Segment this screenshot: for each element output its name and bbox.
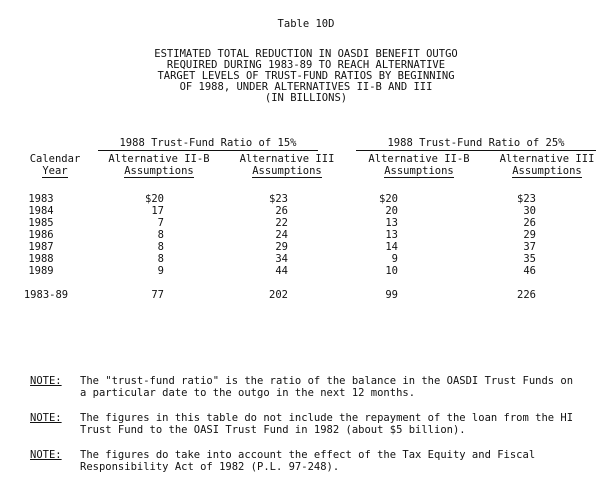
value-cell: 9 bbox=[391, 253, 398, 265]
year-cell: 1984 bbox=[28, 205, 54, 217]
value-cell: $23 bbox=[517, 193, 536, 205]
data-table bbox=[0, 193, 536, 301]
year-cell: 1983-89 bbox=[23, 289, 69, 301]
year-cell: 1987 bbox=[28, 241, 54, 253]
value-cell: 29 bbox=[523, 229, 536, 241]
note-text: The figures in this table do not include the repayment of the loan from the HI bbox=[80, 412, 574, 424]
table-row bbox=[0, 205, 536, 217]
table-label: Table 10D bbox=[277, 18, 335, 30]
table-row bbox=[0, 193, 536, 205]
value-cell: 10 bbox=[385, 265, 398, 277]
note-label: NOTE: bbox=[30, 375, 62, 387]
table-row bbox=[0, 253, 536, 265]
alt-iib-25-header bbox=[356, 153, 482, 178]
value-cell: 202 bbox=[269, 289, 288, 301]
heading-line: ESTIMATED TOTAL REDUCTION IN OASDI BENEFIT OUTGO bbox=[154, 48, 458, 60]
heading-line: REQUIRED DURING 1983-89 TO REACH ALTERNATIVE bbox=[166, 59, 446, 71]
note-text: a particular date to the outgo in the next 12 months. bbox=[80, 387, 416, 399]
value-cell: 30 bbox=[523, 205, 536, 217]
value-cell: 99 bbox=[385, 289, 398, 301]
note-3 bbox=[30, 449, 536, 473]
value-cell: 8 bbox=[157, 229, 164, 241]
year-label: Year bbox=[42, 165, 68, 177]
note-label: NOTE: bbox=[30, 412, 62, 424]
value-cell: 13 bbox=[385, 229, 398, 241]
assumptions-label: Assumptions bbox=[124, 165, 194, 177]
note-text: Responsibility Act of 1982 (P.L. 97-248). bbox=[80, 461, 340, 473]
value-cell: $20 bbox=[379, 193, 398, 205]
heading-line: (IN BILLIONS) bbox=[264, 92, 348, 104]
table-heading bbox=[0, 49, 612, 104]
value-cell: 34 bbox=[275, 253, 288, 265]
heading-line: OF 1988, UNDER ALTERNATIVES II-B AND III bbox=[179, 81, 433, 93]
value-cell: 8 bbox=[157, 241, 164, 253]
value-cell: 13 bbox=[385, 217, 398, 229]
value-cell: 8 bbox=[157, 253, 164, 265]
calendar-year-header bbox=[22, 153, 88, 178]
value-cell: 35 bbox=[523, 253, 536, 265]
alt-iii-label: Alternative III bbox=[239, 153, 335, 165]
table-row bbox=[0, 265, 536, 277]
year-cell: 1983 bbox=[28, 193, 54, 205]
value-cell: 77 bbox=[151, 289, 164, 301]
value-cell: 9 bbox=[157, 265, 164, 277]
note-text: The "trust-fund ratio" is the ratio of the balance in the OASDI Trust Funds on bbox=[80, 375, 574, 387]
value-cell: 46 bbox=[523, 265, 536, 277]
value-cell: 22 bbox=[275, 217, 288, 229]
value-cell: 226 bbox=[517, 289, 536, 301]
alt-iib-label: Alternative II-B bbox=[368, 153, 470, 165]
value-cell: 44 bbox=[275, 265, 288, 277]
heading-line: TARGET LEVELS OF TRUST-FUND RATIOS BY BEGINNING bbox=[157, 70, 455, 82]
note-label: NOTE: bbox=[30, 449, 62, 461]
group-header-25pct: 1988 Trust-Fund Ratio of 25% bbox=[356, 137, 596, 151]
value-cell: $20 bbox=[145, 193, 164, 205]
assumptions-label: Assumptions bbox=[384, 165, 454, 177]
alt-iii-25-header bbox=[484, 153, 610, 178]
year-cell: 1989 bbox=[28, 265, 54, 277]
note-text: The figures do take into account the effect of the Tax Equity and Fiscal bbox=[80, 449, 536, 461]
alt-iii-15-header bbox=[224, 153, 350, 178]
total-row bbox=[0, 289, 536, 301]
value-cell: 14 bbox=[385, 241, 398, 253]
calendar-label: Calendar bbox=[29, 153, 81, 165]
note-1 bbox=[30, 375, 574, 399]
alt-iib-15-header bbox=[96, 153, 222, 178]
value-cell: 20 bbox=[385, 205, 398, 217]
assumptions-label: Assumptions bbox=[512, 165, 582, 177]
assumptions-label: Assumptions bbox=[252, 165, 322, 177]
table-row bbox=[0, 229, 536, 241]
value-cell: 26 bbox=[275, 205, 288, 217]
value-cell: 17 bbox=[151, 205, 164, 217]
table-row bbox=[0, 217, 536, 229]
alt-iib-label: Alternative II-B bbox=[108, 153, 210, 165]
value-cell: 37 bbox=[523, 241, 536, 253]
note-2 bbox=[30, 412, 574, 436]
value-cell: 24 bbox=[275, 229, 288, 241]
year-cell: 1985 bbox=[28, 217, 54, 229]
table-row bbox=[0, 241, 536, 253]
group-header-15pct: 1988 Trust-Fund Ratio of 15% bbox=[98, 137, 318, 151]
note-text: Trust Fund to the OASI Trust Fund in 1982 (about $5 billion). bbox=[80, 424, 466, 436]
year-cell: 1988 bbox=[28, 253, 54, 265]
value-cell: $23 bbox=[269, 193, 288, 205]
value-cell: 7 bbox=[157, 217, 164, 229]
year-cell: 1986 bbox=[28, 229, 54, 241]
value-cell: 26 bbox=[523, 217, 536, 229]
value-cell: 29 bbox=[275, 241, 288, 253]
alt-iii-label: Alternative III bbox=[499, 153, 595, 165]
